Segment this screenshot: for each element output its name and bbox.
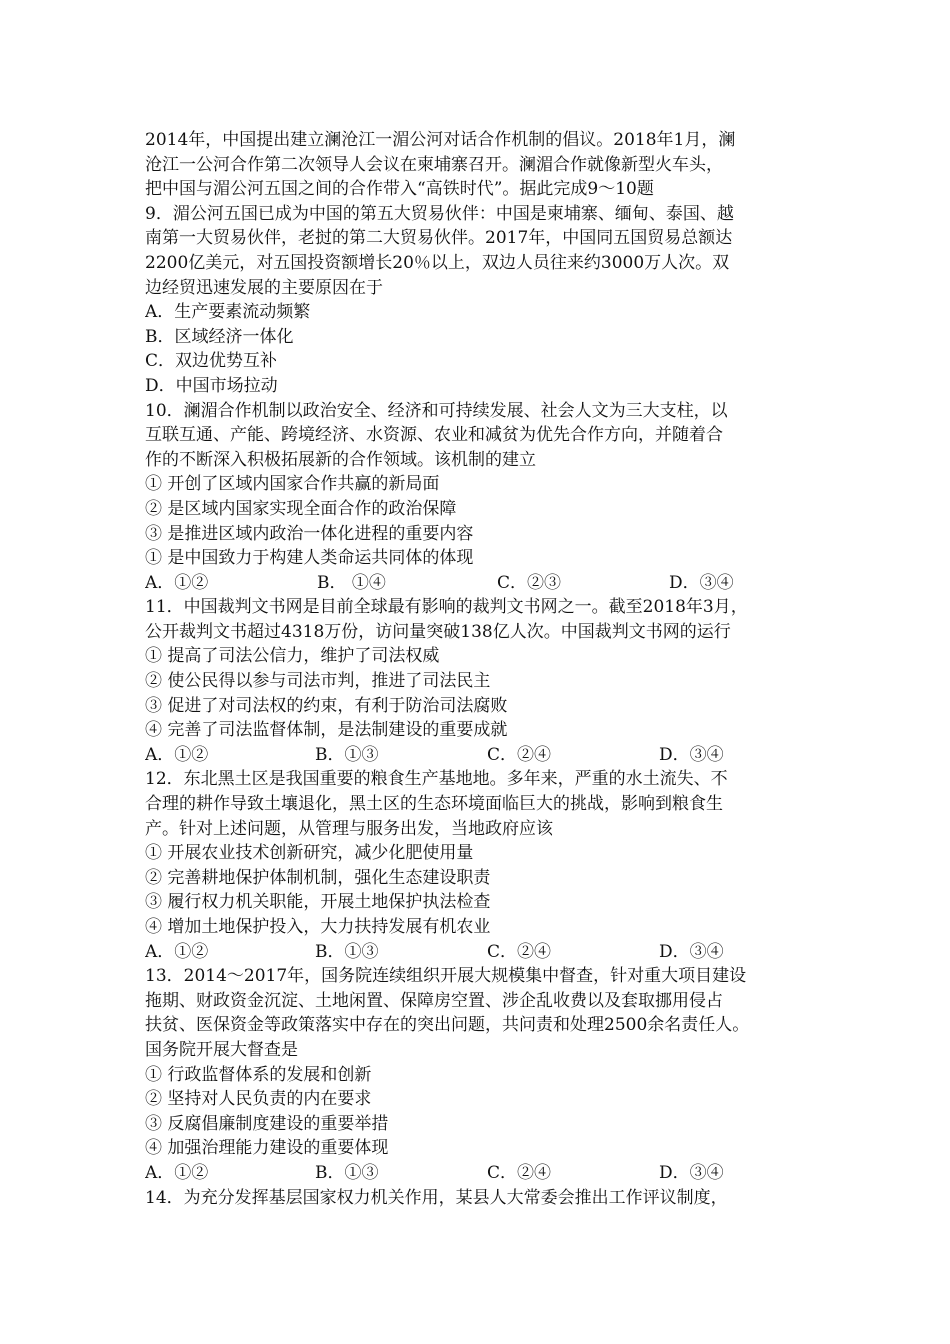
statement-item: ③ 是推进区域内政治一体化进程的重要内容 xyxy=(145,523,474,544)
statement-item: ① 提高了司法公信力，维护了司法权威 xyxy=(145,646,440,667)
question-9 xyxy=(145,202,825,399)
statement-item: ② 完善耕地保护体制机制，强化生态建设职责 xyxy=(145,867,491,888)
statement-item: ③ 反腐倡廉制度建设的重要举措 xyxy=(145,1113,389,1134)
option-d: D．③④ xyxy=(659,744,724,765)
question-stem-line: 公开裁判文书超过4318万份，访问量突破138亿人次。中国裁判文书网的运行 xyxy=(145,621,731,642)
statement-item: ② 坚持对人民负责的内在要求 xyxy=(145,1089,372,1110)
choice-c: C．双边优势互补 xyxy=(145,351,278,372)
question-stem-line: 12．东北黑土区是我国重要的粮食生产基地地。多年来，严重的水土流失、不 xyxy=(145,769,728,790)
question-stem-line: 拖期、财政资金沉淀、土地闲置、保障房空置、涉企乱收费以及套取挪用侵占 xyxy=(145,990,723,1011)
option-d: D．③④ xyxy=(669,572,734,593)
question-13 xyxy=(145,964,825,1185)
question-10 xyxy=(145,399,825,596)
statement-item: ② 是区域内国家实现全面合作的政治保障 xyxy=(145,498,457,519)
option-b: B．①③ xyxy=(315,744,379,765)
intro-line: 2014年，中国提出建立澜沧江一湄公河对话合作机制的倡议。2018年1月，澜 xyxy=(145,130,736,150)
answer-options xyxy=(145,743,825,768)
option-d: D．③④ xyxy=(659,941,724,962)
option-c: C．②④ xyxy=(487,1162,552,1183)
question-stem-line: 边经贸迅速发展的主要原因在于 xyxy=(145,277,383,298)
statement-item: ③ 履行权力机关职能，开展土地保护执法检查 xyxy=(145,892,491,913)
statement-item: ④ 加强治理能力建设的重要体现 xyxy=(145,1138,389,1159)
choice-b: B．区域经济一体化 xyxy=(145,326,294,347)
option-b: B．①③ xyxy=(315,941,379,962)
statement-item: ③ 促进了对司法权的约束，有利于防治司法腐败 xyxy=(145,695,508,716)
statement-item: ④ 完善了司法监督体制，是法制建设的重要成就 xyxy=(145,720,508,741)
question-stem-line: 产。针对上述问题，从管理与服务出发，当地政府应该 xyxy=(145,818,553,839)
statement-item: ① 开创了区域内国家合作共赢的新局面 xyxy=(145,474,440,495)
answer-options xyxy=(145,940,825,965)
statement-item: ④ 增加土地保护投入，大力扶持发展有机农业 xyxy=(145,917,491,937)
statement-item: ① 行政监督体系的发展和创新 xyxy=(145,1064,372,1085)
question-stem-line: 互联互通、产能、跨境经济、水资源、农业和减贫为优先合作方向，并随着合 xyxy=(145,425,723,446)
question-14 xyxy=(145,1186,825,1211)
question-stem-line: 国务院开展大督查是 xyxy=(145,1039,298,1060)
question-stem-line: 14．为充分发挥基层国家权力机关作用，某县人大常委会推出工作评议制度， xyxy=(145,1187,728,1208)
question-12 xyxy=(145,767,825,964)
statement-item: ① 开展农业技术创新研究，减少化肥使用量 xyxy=(145,843,474,864)
option-c: C．②④ xyxy=(487,744,552,765)
statement-item: ② 使公民得以参与司法市判，推进了司法民主 xyxy=(145,671,491,692)
intro-line: 把中国与湄公河五国之间的合作带入“高铁时代”。据此完成9～10题 xyxy=(145,179,654,200)
question-stem-line: 2200亿美元，对五国投资额增长20％以上，双边人员往来约3000万人次。双 xyxy=(145,252,730,273)
option-b: B． ①④ xyxy=(317,572,386,593)
option-c: C．②③ xyxy=(497,572,562,593)
choice-d: D．中国市场拉动 xyxy=(145,375,278,396)
question-stem-line: 作的不断深入积极拓展新的合作领域。该机制的建立 xyxy=(145,449,536,470)
question-stem-line: 11．中国裁判文书网是目前全球最有影响的裁判文书网之一。截至2018年3月， xyxy=(145,597,748,618)
question-stem-line: 13．2014～2017年，国务院连续组织开展大规模集中督查，针对重大项目建设 xyxy=(145,966,747,987)
question-stem-line: 合理的耕作导致土壤退化，黑土区的生态环境面临巨大的挑战，影响到粮食生 xyxy=(145,794,723,815)
choice-a: A．生产要素流动频繁 xyxy=(145,302,311,323)
statement-item: ① 是中国致力于构建人类命运共同体的体现 xyxy=(145,548,474,569)
option-d: D．③④ xyxy=(659,1162,724,1183)
intro-line: 沧江一公河合作第二次领导人会议在柬埔寨召开。澜湄合作就像新型火车头， xyxy=(145,154,723,175)
answer-options xyxy=(145,1161,825,1186)
question-stem-line: 扶贫、医保资金等政策落实中存在的突出问题，共问责和处理2500余名责任人。 xyxy=(145,1015,750,1036)
option-a: A．①② xyxy=(145,1162,209,1183)
intro-passage xyxy=(145,128,825,202)
option-b: B．①③ xyxy=(315,1162,379,1183)
question-stem-line: 9．湄公河五国已成为中国的第五大贸易伙伴：中国是柬埔寨、缅甸、泰国、越 xyxy=(145,203,734,224)
option-a: A．①② xyxy=(145,744,209,765)
answer-options xyxy=(145,571,825,596)
option-a: A．①② xyxy=(145,941,209,962)
question-stem-line: 10．澜湄合作机制以政治安全、经济和可持续发展、社会人文为三大支柱，以 xyxy=(145,400,728,421)
question-11 xyxy=(145,595,825,767)
exam-content xyxy=(145,128,825,1210)
question-stem-line: 南第一大贸易伙伴，老挝的第二大贸易伙伴。2017年，中国同五国贸易总额达 xyxy=(145,228,733,249)
option-c: C．②④ xyxy=(487,941,552,962)
option-a: A．①② xyxy=(145,572,209,593)
